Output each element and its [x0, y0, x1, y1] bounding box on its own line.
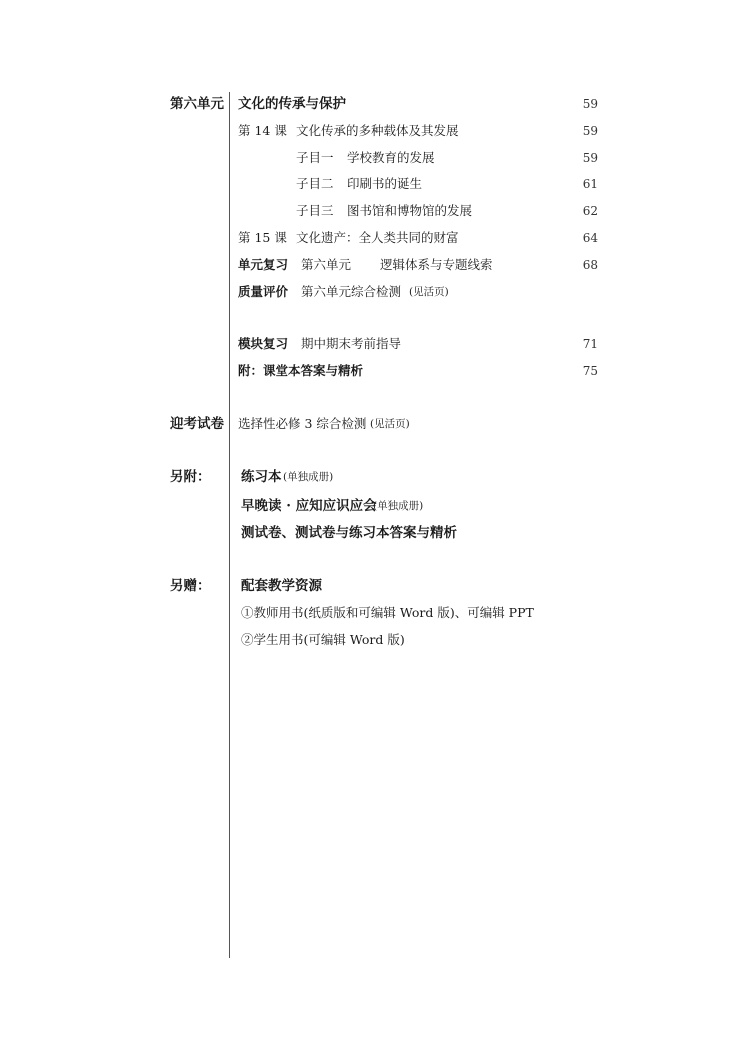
- module-review-title: 期中期末考前指导: [301, 336, 402, 351]
- attached-row: [0, 521, 750, 545]
- quality-note: (见活页): [409, 286, 449, 298]
- exam-title: 选择性必修 3 综合检测: [238, 416, 367, 431]
- attached-item-note: (单独成册): [373, 500, 424, 512]
- page-number: 64: [582, 231, 598, 245]
- gift-item: ①教师用书(纸质版和可编辑 Word 版)、可编辑 PPT: [241, 605, 534, 620]
- toc-row-exam[interactable]: [0, 412, 750, 436]
- page-number: 62: [582, 204, 598, 218]
- attached-item-title: 测试卷、测试卷与练习本答案与精析: [241, 525, 457, 541]
- lesson-title: 文化传承的多种载体及其发展: [296, 123, 459, 138]
- attached-item-note: (单独成册): [283, 471, 334, 483]
- quality-label: 质量评价: [238, 284, 289, 299]
- subtopic-title: 图书馆和博物馆的发展: [347, 203, 473, 218]
- subtopic-label: 子目二: [296, 176, 334, 191]
- gift-row: [0, 574, 750, 598]
- gift-item: ②学生用书(可编辑 Word 版): [241, 632, 405, 647]
- attached-row: [0, 494, 750, 518]
- page-number: 68: [582, 258, 598, 272]
- toc-row-module-review[interactable]: [0, 332, 750, 356]
- toc-row-unit-review[interactable]: [0, 253, 750, 277]
- attached-row: [0, 465, 750, 489]
- gift-row: [0, 601, 750, 625]
- gift-title: 配套教学资源: [241, 578, 322, 594]
- subtopic-label: 子目一: [296, 150, 334, 165]
- unit-title: 文化的传承与保护: [238, 96, 346, 112]
- toc-row-subtopic[interactable]: [0, 146, 750, 170]
- gift-row: [0, 628, 750, 652]
- page-number: 71: [582, 337, 598, 351]
- toc-row-quality[interactable]: [0, 280, 750, 304]
- toc-row-lesson15[interactable]: [0, 226, 750, 250]
- quality-title: 第六单元综合检测: [301, 284, 402, 299]
- subtopic-title: 学校教育的发展: [347, 150, 435, 165]
- lesson-label: 第 15 课: [238, 230, 287, 245]
- exam-note: (见活页): [370, 418, 410, 430]
- subtopic-label: 子目三: [296, 203, 334, 218]
- lesson-label: 第 14 课: [238, 123, 287, 138]
- page-number: 59: [582, 151, 598, 165]
- toc-row-subtopic[interactable]: [0, 172, 750, 196]
- page-number: 61: [582, 177, 598, 191]
- subtopic-title: 印刷书的诞生: [347, 176, 423, 191]
- page-number: 75: [582, 364, 598, 378]
- toc-row-lesson14[interactable]: [0, 119, 750, 143]
- toc-row-unit6[interactable]: [0, 92, 750, 116]
- section-label: 迎考试卷: [170, 416, 224, 432]
- appendix-title: 附：课堂本答案与精析: [238, 363, 364, 378]
- toc-row-subtopic[interactable]: [0, 199, 750, 223]
- toc-row-appendix[interactable]: [0, 359, 750, 383]
- lesson-title: 文化遗产：全人类共同的财富: [296, 230, 459, 245]
- module-review-label: 模块复习: [238, 336, 289, 351]
- section-label: 另附：: [170, 469, 211, 485]
- section-label: 第六单元: [170, 96, 224, 112]
- page-number: 59: [582, 124, 598, 138]
- attached-item-title: 早晚读 · 应知应识应会: [241, 498, 377, 514]
- review-label: 单元复习: [238, 257, 289, 272]
- attached-item-title: 练习本: [241, 469, 282, 485]
- section-label: 另赠：: [170, 578, 211, 594]
- review-title: 第六单元: [301, 257, 352, 272]
- page-number: 59: [582, 97, 598, 111]
- review-detail: 逻辑体系与专题线索: [380, 257, 493, 272]
